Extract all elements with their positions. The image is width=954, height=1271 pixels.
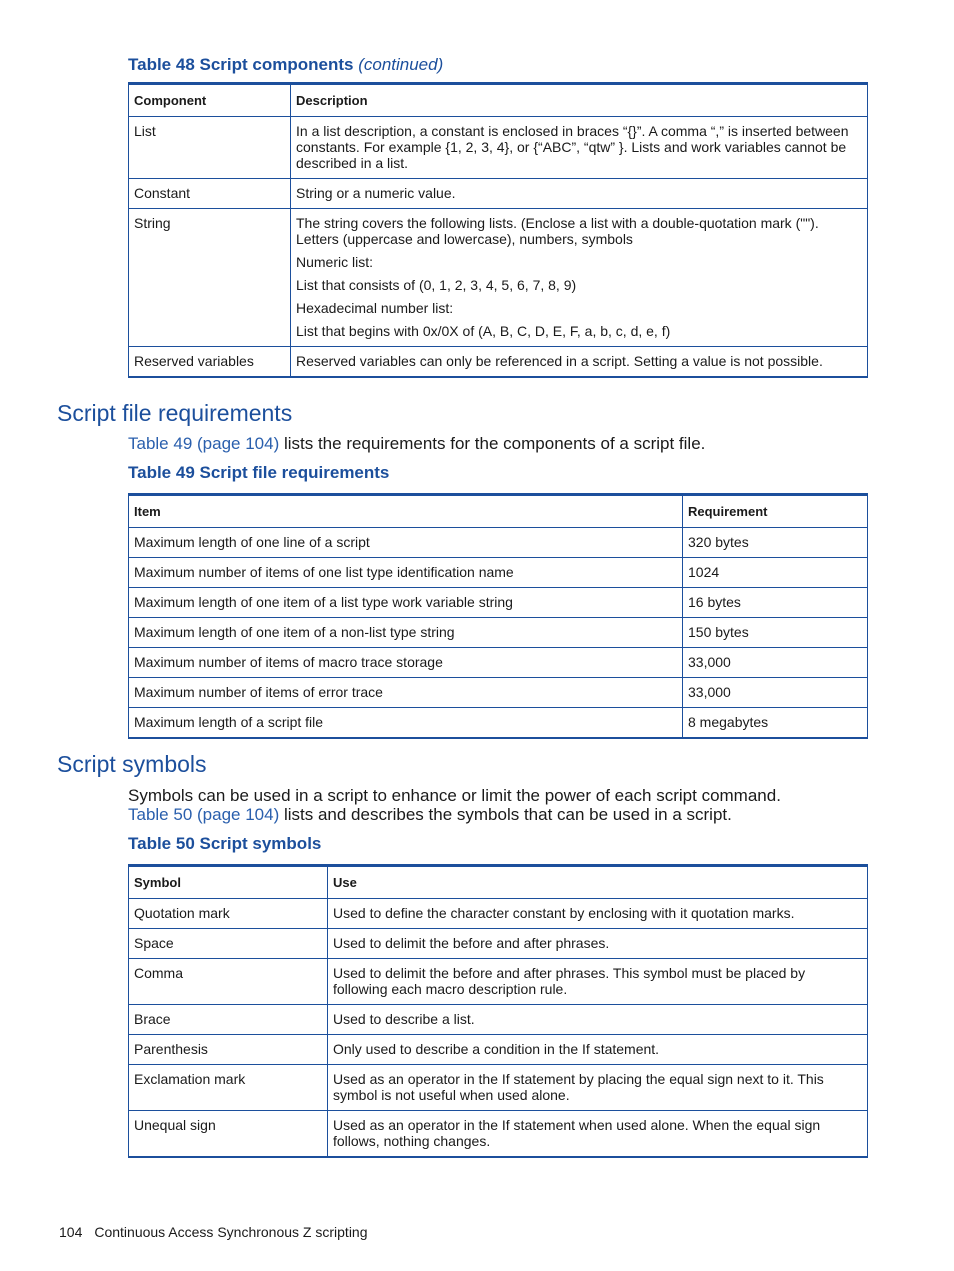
table-row [129, 209, 868, 347]
description-cell [291, 209, 868, 347]
table-row [129, 618, 868, 648]
symbols-intro-paragraph [128, 786, 868, 824]
component-cell: List [129, 117, 291, 179]
description-cell [291, 117, 868, 179]
description-text: Hexadecimal number list: [296, 300, 454, 316]
table-row [129, 528, 868, 558]
description-text: In a list description, a constant is enclosed in braces “{}”. A comma “,” is inserted between constants. For example {1, 2, 3, 4}, or {“ABC”, “qtw” }. Lists and work variables cannot be described in a list. [296, 123, 849, 171]
description-cell [291, 347, 868, 378]
column-header-requirement: Requirement [683, 495, 868, 528]
column-header-component: Component [129, 84, 291, 117]
table-row [129, 959, 868, 1005]
symbol-cell: Exclamation mark [129, 1065, 328, 1111]
table-row [129, 929, 868, 959]
table-50-link[interactable]: Table 50 (page 104) [128, 805, 280, 824]
requirement-cell: 150 bytes [683, 618, 868, 648]
use-cell: Used to describe a list. [328, 1005, 868, 1035]
symbol-cell: Comma [129, 959, 328, 1005]
page-footer [59, 1224, 368, 1240]
symbol-cell: Brace [129, 1005, 328, 1035]
use-cell: Used as an operator in the If statement when used alone. When the equal sign follows, nothing changes. [328, 1111, 868, 1158]
requirement-cell: 1024 [683, 558, 868, 588]
item-cell: Maximum length of one item of a non-list type string [129, 618, 683, 648]
table-row [129, 558, 868, 588]
table-row [129, 678, 868, 708]
requirements-intro-paragraph [128, 434, 868, 453]
requirement-cell: 320 bytes [683, 528, 868, 558]
table-row [129, 648, 868, 678]
table-row [129, 179, 868, 209]
requirement-cell: 33,000 [683, 678, 868, 708]
description-text: List that consists of (0, 1, 2, 3, 4, 5, 6, 7, 8, 9) [296, 277, 577, 293]
use-cell: Used to delimit the before and after phrases. This symbol must be placed by following each macro description rule. [328, 959, 868, 1005]
item-cell: Maximum length of one line of a script [129, 528, 683, 558]
item-cell: Maximum length of one item of a list type work variable string [129, 588, 683, 618]
symbols-intro-text-2: lists and describes the symbols that can be used in a script. [279, 805, 732, 824]
column-header-item: Item [129, 495, 683, 528]
section-heading-script-file-requirements: Script file requirements [57, 400, 293, 426]
description-cell [291, 179, 868, 209]
requirement-cell: 33,000 [683, 648, 868, 678]
column-header-description: Description [291, 84, 868, 117]
footer-title: Continuous Access Synchronous Z scripting [94, 1224, 368, 1240]
table-50-script-symbols [128, 864, 868, 1158]
requirement-cell: 16 bytes [683, 588, 868, 618]
table-row [129, 708, 868, 739]
description-text: String or a numeric value. [296, 185, 456, 201]
table-row [129, 1111, 868, 1158]
column-header-use: Use [328, 866, 868, 899]
table-49-caption: Table 49 Script file requirements [128, 463, 390, 482]
table-row [129, 899, 868, 929]
table-48-caption-title: Table 48 Script components [128, 55, 354, 74]
description-text: Numeric list: [296, 254, 374, 270]
table-row [129, 1065, 868, 1111]
table-row [129, 117, 868, 179]
use-cell: Used to define the character constant by enclosing with it quotation marks. [328, 899, 868, 929]
table-header-row [129, 84, 868, 117]
column-header-symbol: Symbol [129, 866, 328, 899]
table-49-link[interactable]: Table 49 (page 104) [128, 434, 280, 453]
component-cell: Reserved variables [129, 347, 291, 378]
symbol-cell: Space [129, 929, 328, 959]
symbol-cell: Parenthesis [129, 1035, 328, 1065]
symbol-cell: Quotation mark [129, 899, 328, 929]
symbol-cell: Unequal sign [129, 1111, 328, 1158]
item-cell: Maximum number of items of error trace [129, 678, 683, 708]
use-cell: Used to delimit the before and after phrases. [328, 929, 868, 959]
table-row [129, 1035, 868, 1065]
table-row [129, 1005, 868, 1035]
table-48-caption [128, 55, 443, 75]
requirement-cell: 8 megabytes [683, 708, 868, 739]
table-header-row [129, 866, 868, 899]
description-text: Reserved variables can only be referenced in a script. Setting a value is not possible. [296, 353, 823, 369]
table-header-row [129, 495, 868, 528]
table-48-script-components [128, 82, 868, 378]
item-cell: Maximum length of a script file [129, 708, 683, 739]
symbols-intro-text: Symbols can be used in a script to enhance or limit the power of each script command. [128, 786, 781, 805]
item-cell: Maximum number of items of one list type identification name [129, 558, 683, 588]
component-cell: String [129, 209, 291, 347]
component-cell: Constant [129, 179, 291, 209]
use-cell: Only used to describe a condition in the If statement. [328, 1035, 868, 1065]
table-row [129, 588, 868, 618]
section-heading-script-symbols: Script symbols [57, 751, 207, 777]
description-text: The string covers the following lists. (Enclose a list with a double-quotation mark (""). Letters (uppercase and lowercase), numbers, symbols [296, 215, 819, 247]
table-48-caption-continued: (continued) [358, 55, 444, 74]
requirements-intro-text: lists the requirements for the components of a script file. [279, 434, 706, 453]
table-row [129, 347, 868, 378]
item-cell: Maximum number of items of macro trace storage [129, 648, 683, 678]
table-50-caption: Table 50 Script symbols [128, 834, 322, 853]
page-number: 104 [59, 1224, 83, 1240]
description-text: List that begins with 0x/0X of (A, B, C, D, E, F, a, b, c, d, e, f) [296, 323, 671, 339]
table-49-script-file-requirements [128, 493, 868, 739]
use-cell: Used as an operator in the If statement by placing the equal sign next to it. This symbol is not useful when used alone. [328, 1065, 868, 1111]
